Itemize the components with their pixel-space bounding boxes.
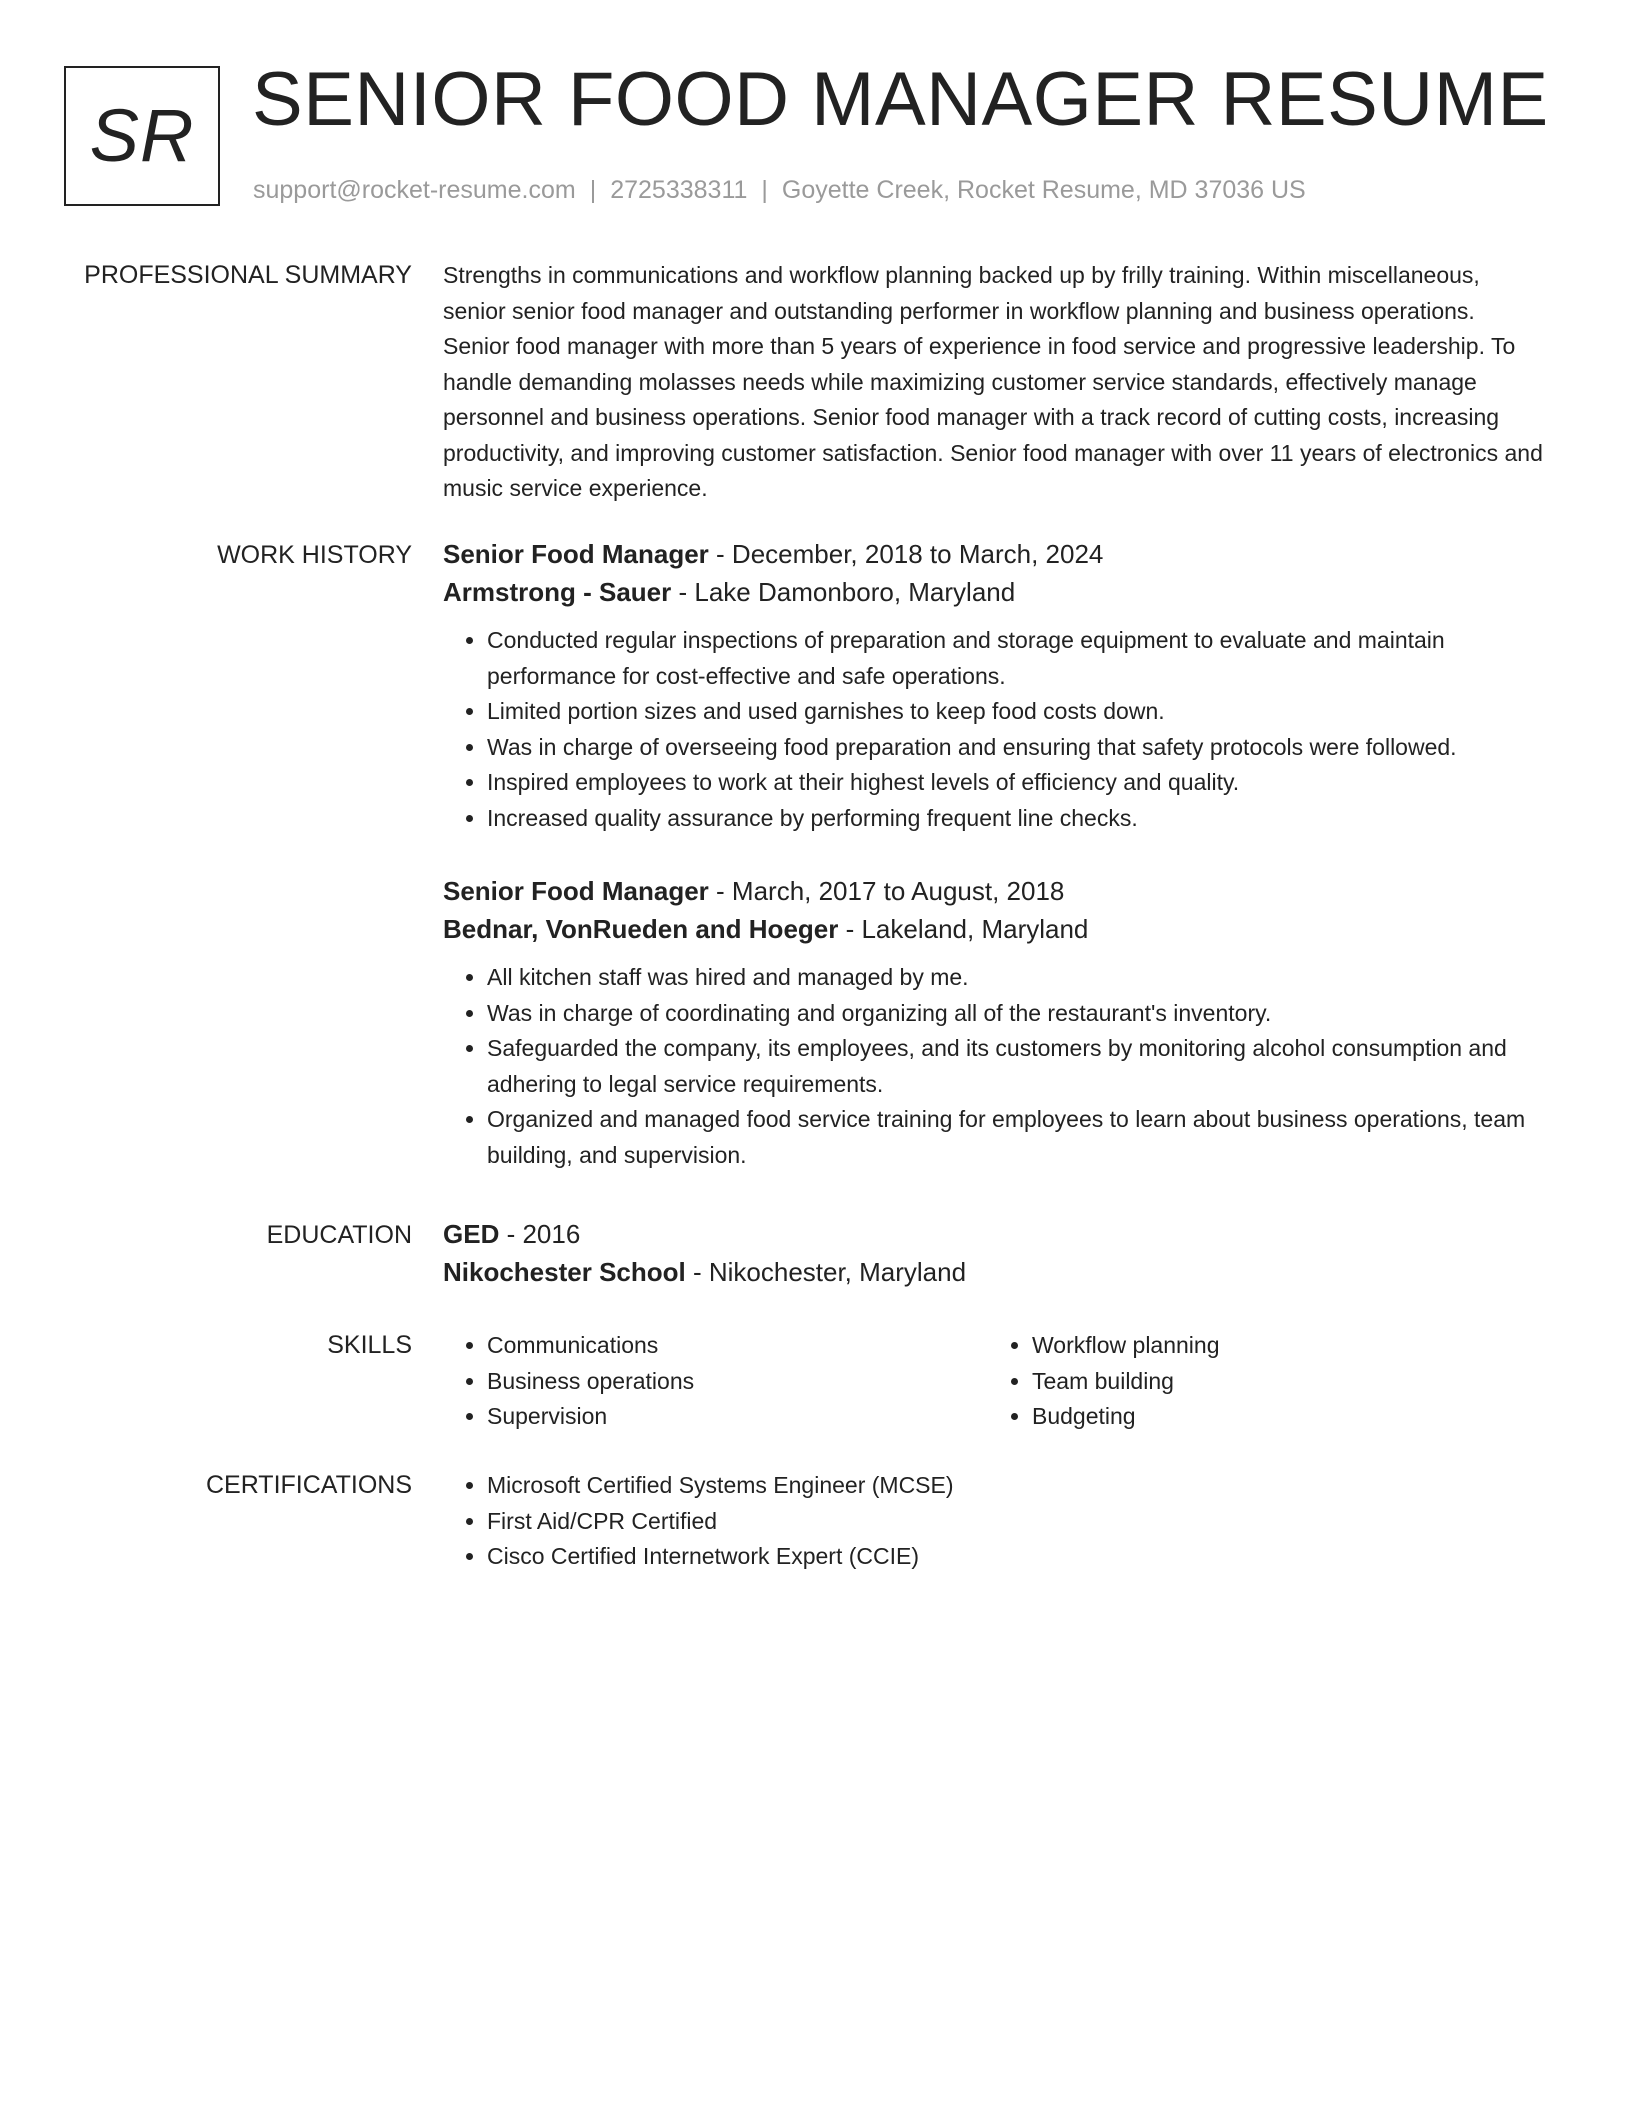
job-bullet: • Conducted regular inspections of preparation and storage equipment to evaluate and maintain performance for cost-effective and safe operations. [487, 623, 1543, 694]
education-body [443, 1215, 1543, 1291]
certifications-list [443, 1468, 1543, 1575]
resume-header [0, 0, 1632, 240]
contact-email: support@rocket-resume.com [253, 176, 576, 204]
summary-text: Strengths in communications and workflow planning backed up by frilly training. Within miscellaneous, senior senior food manager and outstanding performer in workflow planning and business operations. Senior food manager with more than 5 years of experience in food service and progressive leadership. To handle demanding molasses needs while maximizing customer service standards, effectively manage personnel and business operations. Senior food manager with a track record of cutting costs, increasing productivity, and improving customer satisfaction. Senior food manager with over 11 years of electronics and music service experience. [443, 262, 1543, 501]
job-dates: - December, 2018 to March, 2024 [708, 539, 1104, 569]
skill-item: • Budgeting [1032, 1399, 1533, 1435]
degree-year: - 2016 [499, 1219, 581, 1249]
job-title: Senior Food Manager [443, 876, 709, 906]
company-location: - Lake Damonboro, Maryland [671, 577, 1016, 607]
skill-item: • Team building [1032, 1364, 1533, 1400]
company-name: Armstrong - Sauer [443, 577, 672, 607]
work-history-body [443, 535, 1543, 1173]
job-bullet: • Was in charge of coordinating and organizing all of the restaurant's inventory. [487, 996, 1543, 1032]
education-heading: EDUCATION [266, 1221, 412, 1249]
certifications-body [443, 1468, 1543, 1575]
skills-body [443, 1328, 1543, 1435]
contact-phone: 2725338311 [610, 176, 748, 204]
skill-item: • Communications [487, 1328, 988, 1364]
school-name: Nikochester School [443, 1257, 686, 1287]
certification-item: • Cisco Certified Internetwork Expert (CCIE) [487, 1539, 1543, 1575]
contact-separator: | [589, 176, 597, 204]
job-bullet: • Increased quality assurance by performing frequent line checks. [487, 801, 1543, 837]
contact-address: Goyette Creek, Rocket Resume, MD 37036 US [781, 176, 1306, 204]
company-line [443, 573, 1543, 611]
job-bullet: • Safeguarded the company, its employees, and its customers by monitoring alcohol consumption and adhering to legal service requirements. [487, 1031, 1543, 1102]
summary-heading: PROFESSIONAL SUMMARY [84, 261, 412, 289]
summary-body [443, 258, 1543, 507]
job-bullets [443, 960, 1543, 1173]
job-title: Senior Food Manager [443, 539, 709, 569]
company-line [443, 910, 1543, 948]
company-name: Bednar, VonRueden and Hoeger [443, 914, 839, 944]
certification-item: • Microsoft Certified Systems Engineer (MCSE) [487, 1468, 1543, 1504]
work-history-heading: WORK HISTORY [217, 541, 412, 569]
skill-item: • Workflow planning [1032, 1328, 1533, 1364]
certification-item: • First Aid/CPR Certified [487, 1504, 1543, 1540]
school-location: - Nikochester, Maryland [685, 1257, 967, 1287]
degree-line [443, 1215, 1543, 1253]
company-location: - Lakeland, Maryland [838, 914, 1089, 944]
skills-column-left [443, 1328, 988, 1435]
job-bullet: • Was in charge of overseeing food preparation and ensuring that safety protocols were followed. [487, 730, 1543, 766]
monogram-box [64, 66, 220, 206]
certifications-heading: CERTIFICATIONS [205, 1471, 412, 1499]
job-bullet: • Organized and managed food service training for employees to learn about business operations, team building, and supervision. [487, 1102, 1543, 1173]
skills-heading: SKILLS [327, 1331, 412, 1359]
job-title-line [443, 535, 1543, 573]
skills-grid [443, 1328, 1543, 1435]
skills-column-right [988, 1328, 1533, 1435]
skill-item: • Business operations [487, 1364, 988, 1400]
job-bullets [443, 623, 1543, 836]
contact-line [253, 174, 1306, 206]
skill-item: • Supervision [487, 1399, 988, 1435]
job-bullet: • Limited portion sizes and used garnishes to keep food costs down. [487, 694, 1543, 730]
job-title-line [443, 872, 1543, 910]
contact-separator: | [761, 176, 768, 204]
school-line [443, 1253, 1543, 1291]
monogram-initials: SR [89, 94, 195, 177]
job-bullet: • Inspired employees to work at their highest levels of efficiency and quality. [487, 765, 1543, 801]
resume-title: SENIOR FOOD MANAGER RESUME [252, 57, 1549, 142]
degree-name: GED [443, 1219, 500, 1249]
job-entry [443, 872, 1543, 1173]
job-bullet: • All kitchen staff was hired and managed by me. [487, 960, 1543, 996]
job-entry [443, 535, 1543, 836]
job-dates: - March, 2017 to August, 2018 [708, 876, 1065, 906]
